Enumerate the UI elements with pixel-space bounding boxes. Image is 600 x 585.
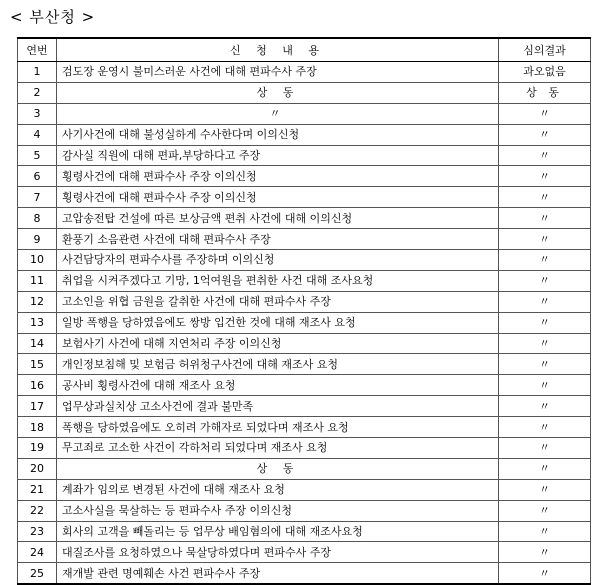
row-number: 18 bbox=[18, 417, 57, 438]
row-content: 고소사실을 묵살하는 등 편파수사 주장 이의신청 bbox=[57, 500, 499, 521]
table-row bbox=[18, 229, 591, 250]
row-content: 보험사기 사건에 대해 지연처리 주장 이의신청 bbox=[57, 333, 499, 354]
table-row bbox=[18, 208, 591, 229]
row-result: 〃 bbox=[499, 270, 591, 291]
row-content: 고압송전탑 건설에 따른 보상금액 편취 사건에 대해 이의신청 bbox=[57, 208, 499, 229]
row-content: 고소인을 위협 금원을 갈취한 사건에 대해 편파수사 주장 bbox=[57, 291, 499, 312]
row-number: 11 bbox=[18, 270, 57, 291]
row-result: 〃 bbox=[499, 250, 591, 271]
table-row bbox=[18, 270, 591, 291]
row-content: 취업을 시켜주겠다고 기망, 1억여원을 편취한 사건 대해 조사요청 bbox=[57, 270, 499, 291]
table-row bbox=[18, 333, 591, 354]
row-result: 〃 bbox=[499, 208, 591, 229]
row-result: 〃 bbox=[499, 124, 591, 145]
table-row bbox=[18, 124, 591, 145]
row-result: 〃 bbox=[499, 333, 591, 354]
row-result: 〃 bbox=[499, 312, 591, 333]
row-number: 15 bbox=[18, 354, 57, 375]
row-number: 8 bbox=[18, 208, 57, 229]
table-row bbox=[18, 187, 591, 208]
row-number: 7 bbox=[18, 187, 57, 208]
table-row bbox=[18, 563, 591, 584]
row-number: 21 bbox=[18, 479, 57, 500]
table-row bbox=[18, 521, 591, 542]
row-number: 2 bbox=[18, 82, 57, 103]
row-number: 3 bbox=[18, 103, 57, 124]
row-number: 20 bbox=[18, 458, 57, 479]
row-content: 상 동 bbox=[57, 82, 499, 103]
row-number: 22 bbox=[18, 500, 57, 521]
row-number: 12 bbox=[18, 291, 57, 312]
row-content: 대질조사를 요청하였으나 묵살당하였다며 편파수사 주장 bbox=[57, 542, 499, 563]
row-result: 〃 bbox=[499, 563, 591, 584]
table-row bbox=[18, 438, 591, 459]
row-content: 검도장 운영시 불미스러운 사건에 대해 편파수사 주장 bbox=[57, 62, 499, 83]
row-number: 25 bbox=[18, 563, 57, 584]
row-content: 횡령사건에 대해 편파수사 주장 이의신청 bbox=[57, 166, 499, 187]
table-row bbox=[18, 82, 591, 103]
row-number: 1 bbox=[18, 62, 57, 83]
row-result: 〃 bbox=[499, 229, 591, 250]
row-result: 〃 bbox=[499, 103, 591, 124]
table-row bbox=[18, 103, 591, 124]
table-row bbox=[18, 291, 591, 312]
row-result: 〃 bbox=[499, 417, 591, 438]
row-number: 10 bbox=[18, 250, 57, 271]
table-row bbox=[18, 542, 591, 563]
row-content: 폭행을 당하였음에도 오히려 가해자로 되었다며 재조사 요청 bbox=[57, 417, 499, 438]
row-number: 24 bbox=[18, 542, 57, 563]
row-result: 〃 bbox=[499, 500, 591, 521]
header-result: 심의결과 bbox=[499, 38, 591, 62]
header-no: 연번 bbox=[18, 38, 57, 62]
row-content: 사기사건에 대해 불성실하게 수사한다며 이의신청 bbox=[57, 124, 499, 145]
page-title: < 부산청 > bbox=[10, 8, 96, 26]
header-content: 신 청 내 용 bbox=[57, 38, 499, 62]
row-result: 〃 bbox=[499, 291, 591, 312]
row-number: 16 bbox=[18, 375, 57, 396]
row-content: 상 동 bbox=[57, 458, 499, 479]
row-result: 〃 bbox=[499, 396, 591, 417]
row-content: 계좌가 임의로 변경된 사건에 대해 재조사 요청 bbox=[57, 479, 499, 500]
row-content: 〃 bbox=[57, 103, 499, 124]
row-content: 공사비 횡령사건에 대해 재조사 요청 bbox=[57, 375, 499, 396]
row-result: 〃 bbox=[499, 187, 591, 208]
row-content: 업무상과실치상 고소사건에 결과 불만족 bbox=[57, 396, 499, 417]
table-row bbox=[18, 417, 591, 438]
row-number: 19 bbox=[18, 438, 57, 459]
table-row bbox=[18, 375, 591, 396]
row-result: 과오없음 bbox=[499, 62, 591, 83]
row-result: 〃 bbox=[499, 542, 591, 563]
row-result: 상 동 bbox=[499, 82, 591, 103]
row-content: 무고죄로 고소한 사건이 각하처리 되었다며 재조사 요청 bbox=[57, 438, 499, 459]
row-content: 횡령사건에 대해 편파수사 주장 이의신청 bbox=[57, 187, 499, 208]
row-number: 9 bbox=[18, 229, 57, 250]
row-content: 회사의 고객을 빼돌리는 등 업무상 배임혐의에 대해 재조사요청 bbox=[57, 521, 499, 542]
table-row bbox=[18, 500, 591, 521]
table-row bbox=[18, 62, 591, 83]
row-content: 재개발 관련 명예훼손 사건 편파수사 주장 bbox=[57, 563, 499, 584]
table-row bbox=[18, 396, 591, 417]
table-row bbox=[18, 250, 591, 271]
row-content: 환풍기 소음관련 사건에 대해 편파수사 주장 bbox=[57, 229, 499, 250]
row-content: 개인정보침해 및 보험금 허위청구사건에 대해 재조사 요청 bbox=[57, 354, 499, 375]
row-content: 사건담당자의 편파수사를 주장하며 이의신청 bbox=[57, 250, 499, 271]
row-number: 14 bbox=[18, 333, 57, 354]
row-result: 〃 bbox=[499, 145, 591, 166]
table-row bbox=[18, 458, 591, 479]
table-row bbox=[18, 479, 591, 500]
row-result: 〃 bbox=[499, 479, 591, 500]
row-number: 23 bbox=[18, 521, 57, 542]
row-number: 5 bbox=[18, 145, 57, 166]
row-content: 일방 폭행을 당하였음에도 쌍방 입건한 것에 대해 재조사 요청 bbox=[57, 312, 499, 333]
row-result: 〃 bbox=[499, 166, 591, 187]
table-row bbox=[18, 166, 591, 187]
row-number: 6 bbox=[18, 166, 57, 187]
row-result: 〃 bbox=[499, 521, 591, 542]
appeal-table bbox=[17, 37, 591, 585]
row-number: 13 bbox=[18, 312, 57, 333]
row-content: 감사실 직원에 대해 편파,부당하다고 주장 bbox=[57, 145, 499, 166]
row-number: 17 bbox=[18, 396, 57, 417]
row-result: 〃 bbox=[499, 438, 591, 459]
row-result: 〃 bbox=[499, 458, 591, 479]
row-result: 〃 bbox=[499, 354, 591, 375]
table-header-row bbox=[18, 38, 591, 62]
table-row bbox=[18, 312, 591, 333]
table-row bbox=[18, 145, 591, 166]
row-number: 4 bbox=[18, 124, 57, 145]
table-row bbox=[18, 354, 591, 375]
row-result: 〃 bbox=[499, 375, 591, 396]
